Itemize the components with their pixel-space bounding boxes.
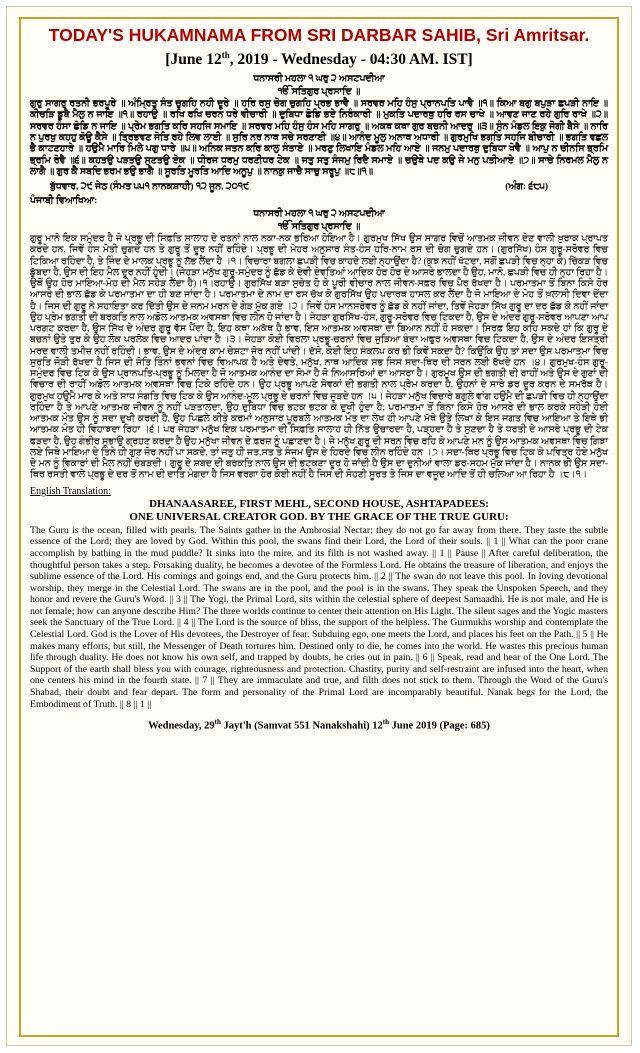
vyakhya-text: ਗੁਰੂ ਮਾਨੋ ਇਕ ਸਮੁੰਦਰ ਹੈ ਜੋ ਪ੍ਰਭੂ ਦੀ ਸਿਫ਼ਤਿ ਸਾਲਾਹ ਦੇ ਰਤਨਾਂ ਨਾਲ ਨਕਾ-ਨਕ ਭਰਿਆ ਹੋਇਆ ਹੈ। ਗੁਰਮੁਖ ਸਿੱਖ ਉਸ ਸਾਗਰ ਵਿਚੋਂ ਆਤਮਕ ਜੀਵਨ ਦੇਣ ਵਾਲੀ ਖ਼ੁਰਾਕ ਪ੍ਰਾਪਤ ਕਰਦੇ ਹਨ, ਜਿਵੇਂ ਹੰਸ ਮੋਤੀ ਚੁਗਦੇ ਹਨ ਤੇ ਗੁਰੂ ਤੋਂ ਦੂਰ ਨਹੀਂ ਰਹਿੰਦੇ। ਪ੍ਰਭੂ ਦੀ ਮੇਹਰ ਅਨੁਸਾਰ ਸੰਤ-ਹੰਸ ਹਰਿ-ਨਾਮ ਰਸ ਦੀ ਚੋਗ ਚੁਗਦੇ ਹਨ। (ਗੁਰਸਿੱਖ) ਹੰਸ ਗੁਰੂ-ਸਰੋਵਰ ਵਿਚ ਟਿਕਿਆ ਰਹਿੰਦਾ ਹੈ, ਤੇ ਜਿੰਦ ਦੇ ਮਾਲਕ ਪ੍ਰਭੂ ਨੂੰ ਲੱਭ ਲੈਂਦਾ ਹੈ ।੧। ਵਿਚਾਰਾ ਬਗਲਾ ਛਪੜੀ ਵਿਚ ਕਾਹਦੇ ਲਈ ਨ੍ਹਾਉਂਦਾ ਹੈ? (ਕੁਝ ਨਹੀਂ ਖੱਟਦਾ, ਸਗੋਂ ਛਪੜੀ ਵਿਚ ਨ੍ਹਾ ਕੇ) ਚਿੱਕੜ ਵਿਚ ਡੁੱਬਦਾ ਹੈ, ਉਸ ਦੀ ਇਹ ਮੈਲ ਦੂਰ ਨਹੀਂ ਹੁੰਦੀ। (ਜੇਹੜਾ ਮਨੁੱਖ ਗੁਰੂ-ਸਮੁੰਦਰ ਨੂੰ ਛੱਡ ਕੇ ਦੇਵੀ ਦੇਵਤਿਆਂ ਆਦਿਕ ਹੋਰ ਹੋਰ ਦੇ ਆਸਰੇ ਭਾਲਦਾ ਹੈ ਉਹ, ਮਾਨੋ, ਛਪੜੀ ਵਿਚ ਹੀ ਨ੍ਹਾ ਰਿਹਾ ਹੈ। ਉਥੋਂ ਉਹ ਹੋਰ ਮਾਇਆ-ਮੋਹ ਦੀ ਮੈਲ ਸਹੇੜ ਲੈਂਦਾ ਹੈ)।੧।ਰਹਾਉ। ਗੁਰਸਿੱਖ ਬੜਾ ਸੁਚੇਤ ਹੋ ਕੇ ਪੂਰੀ ਵੀਚਾਰ ਨਾਲ ਜੀਵਨ-ਸਫ਼ਰ ਵਿਚ ਪੈਰ ਰੱਖਦਾ ਹੈ। ਪਰਮਾਤਮਾ ਤੋਂ ਬਿਨਾ ਕਿਸੇ ਹੋਰ ਆਸਰੇ ਦੀ ਭਾਲ ਛੱਡ ਕੇ ਪਰਮਾਤਮਾ ਦਾ ਹੀ ਬਣ ਜਾਂਦਾ ਹੈ। ਪਰਮਾਤਮਾ ਦੇ ਨਾਮ ਦਾ ਰਸ ਚੱਖ ਕੇ ਗੁਰਸਿੱਖ ਉਹ ਪਦਾਰਥ ਹਾਸਲ ਕਰ ਲੈਂਦਾ ਹੈ ਜੋ ਮਾਇਆ ਦੇ ਮੋਹ ਤੋਂ ਖ਼ਲਾਸੀ ਦਿਵਾ ਦੇਂਦਾ ਹੈ। ਜਿਸ ਦੀ ਗੁਰੂ ਨੇ ਸਹਾਇਤਾ ਕਰ ਦਿੱਤੀ ਉਸ ਦੇ ਜਨਮ ਮਰਨ ਦੇ ਗੇੜ ਮੁੱਕ ਗਏ ।੨। ਜਿਵੇਂ ਹੰਸ ਮਾਨਸਰੋਵਰ ਨੂੰ ਛੱਡ ਕੇ ਨਹੀਂ ਜਾਂਦਾ, ਤਿਵੇਂ ਜੇਹੜਾ ਸਿੱਖ ਗੁਰੂ ਦਾ ਦਰ ਛੱਡ ਕੇ ਨਹੀਂ ਜਾਂਦਾ ਉਹ ਪ੍ਰੇਮ ਭਗਤੀ ਦੀ ਬਰਕਤਿ ਨਾਲ ਅਡੋਲ ਆਤਮਕ ਅਵਸਥਾ ਵਿਚ ਲੀਨ ਹੋ ਜਾਂਦਾ ਹੈ। ਜੇਹੜਾ ਗੁਰਸਿੱਖ-ਹੰਸ, ਗੁਰੂ-ਸਰੋਵਰ ਵਿਚ ਟਿਕਦਾ ਹੈ, ਉਸ ਦੇ ਅੰਦਰ ਗੁਰੂ-ਸਰੋਵਰ ਆਪਣਾ ਆਪ ਪਰਗਟ ਕਰਦਾ ਹੈ, ਉਸ ਸਿੱਖ ਦੇ ਅੰਦਰ ਗੁਰੂ ਵੱਸ ਪੈਂਦਾ ਹੈ, ਇਹ ਕਥਾ ਅਕੱਥ ਹੈ ਭਾਵ, ਇਸ ਆਤਮਕ ਅਵਸਥਾ ਦਾ ਬਿਆਨ ਨਹੀਂ ਹੋ ਸਕਦਾ। ਸਿਰਫ਼ ਇਹ ਕਹਿ ਸਕਦੇ ਹਾਂ ਕਿ ਗੁਰੂ ਦੇ ਬਚਨਾਂ ਉਤੇ ਤੁਰ ਕੇ ਉਹ ਲੋਕ ਪਰਲੋਕ ਵਿਚ ਆਦਰ ਪਾਂਦਾ ਹੈ ।੩। ਜੇਹੜਾ ਕੋਈ ਵਿਰਲਾ ਪ੍ਰਭੂ-ਚਰਨਾਂ ਵਿਚ ਜੁੜਿਆ ਬੰਦਾ ਅਫੁਰ ਅਵਸਥਾ ਵਿਚ ਟਿਕਦਾ ਹੈ, ਉਸ ਦੇ ਅੰਦਰ ਇਸਤ੍ਰੀ ਮਰਦ ਵਾਲੀ ਤਮੀਜ਼ ਨਹੀਂ ਰਹਿੰਦੀ। ਭਾਵ, ਉਸ ਦੇ ਅੰਦਰ ਕਾਮ ਚੇਸ਼ਟਾ ਜੋਰ ਨਹੀਂ ਪਾਂਦੀ। ਦੱਸੋ, ਕੋਈ ਇਹ ਸੰਕਲਪ ਕਰ ਭੀ ਕਿਵੇਂ ਸਕਦਾ ਹੈ? ਕਿਉਂਕਿ ਉਹ ਤਾਂ ਸਦਾ ਉਸ ਪਰਮਾਤਮਾ ਵਿਚ ਸੁਰਤਿ ਜੋੜੀ ਰੱਖਦਾ ਹੈ ਜਿਸ ਦੀ ਜੋਤਿ ਤਿੰਨਾਂ ਭਵਨਾਂ ਵਿਚ ਵਿਆਪਕ ਹੈ ਅਤੇ ਦੇਵਤੇ, ਮਨੁੱਖ, ਨਾਥ ਆਦਿਕ ਸਭ ਜਿਸ ਸਦਾ-ਥਿਰ ਦੀ ਸਰਨ ਲਈ ਰੱਖਦੇ ਹਨ ।੪। ਗੁਰਮੁਖ-ਹੰਸ ਗੁਰੂ-ਸਮੁੰਦਰ ਵਿਚ ਟਿਕ ਕੇ ਉਸ ਪ੍ਰਾਨਪਤਿ-ਪ੍ਰਭੂ ਨੂੰ ਮਿਲਦਾ ਹੈ ਜੋ ਆਤਮਕ ਆਨੰਦ ਦਾ ਸੋਮਾ ਹੈ ਜੋ ਨਿਆਸਰਿਆਂ ਦਾ ਆਸਰਾ ਹੈ। ਗੁਰਮੁਖ ਉਸ ਦੀ ਭਗਤੀ ਦੀ ਰਾਹੀਂ ਅਤੇ ਉਸ ਦੇ ਗੁਣਾਂ ਦੀ ਵਿਚਾਰ ਦੀ ਰਾਹੀਂ ਅਡੋਲ ਆਤਮਕ ਅਵਸਥਾ ਵਿਚ ਟਿਕੇ ਰਹਿੰਦੇ ਹਨ। ਉਹ ਪ੍ਰਭੂ ਆਪਣੇ ਸੇਵਕਾਂ ਦੀ ਭਗਤੀ ਨਾਲ ਪ੍ਰੇਮ ਕਰਦਾ ਹੈ, ਉਹਨਾਂ ਦੇ ਸਾਰੇ ਡਰ ਦੂਰ ਕਰਨ ਦੇ ਸਮਰੱਥ ਹੈ। ਗੁਰਮੁਖ ਹਉਮੈ ਮਾਰ ਕੇ ਅਤੇ ਸਾਧ ਸੰਗਤਿ ਵਿਚ ਟਿਕ ਕੇ ਉਸ ਆਨੰਦ-ਮੂਲ ਪ੍ਰਭੂ ਦੇ ਚਰਨਾਂ ਵਿਚ ਜੁੜਦੇ ਹਨ ।੫। ਜੇਹੜਾ ਮਨੁੱਖ ਵਿਚਾਰੇ ਬਗੁਲੇ ਵਾਂਗ ਹਉਮੈ ਦੀ ਛਪੜੀ ਵਿਚ ਹੀ ਨ੍ਹਾਉਂਦਾ ਰਹਿੰਦਾ ਹੈ ਤੇ ਆਪਣੇ ਆਤਮਕ ਜੀਵਨ ਨੂੰ ਨਹੀਂ ਪੜਤਾਲਦਾ, ਉਹ ਦੁਬਿਧਾ ਵਿਚ ਭਟਕ ਭਟਕ ਕੇ ਦੁਖੀ ਹੁੰਦਾ ਹੈ; ਪਰਮਾਤਮਾ ਤੋਂ ਬਿਨਾ ਕਿਸੇ ਹੋਰ ਆਸਰੇ ਦੀ ਭਾਲ ਕਰਕੇ ਸਹੇੜੀ ਹੋਈ ਆਤਮਕ ਮੌਤ ਉਸ ਨੂੰ ਸਦਾ ਦੁਖੀ ਕਰਦੀ ਹੈ, ਉਹ ਪਿਛਲੇ ਕੀਤੇ ਕਰਮਾਂ ਅਨੁਸਾਰ ਪੂਰਬਲੇ ਆਤਮਕ ਮੌਤ ਦਾ ਲੇਖ ਹੀ ਆਪਣੇ ਮੱਥੇ ਉਤੇ ਲਿਖਾ ਕੇ ਇਸ ਜਗਤ ਵਿਚ ਆਇਆ ਤੇ ਇਥੇ ਭੀ ਆਤਮਕ ਮੌਤ ਹੀ ਵਿਹਾਝਦਾ ਰਿਹਾ ।੬। ਪਰ ਜੇਹੜਾ ਮਨੁੱਖ ਇਕ ਪਰਮਾਤਮਾ ਦੀ ਸਿਫ਼ਤਿ ਸਾਲਾਹ ਹੀ ਨਿੱਤ ਉਚਾਰਦਾ ਹੈ, ਪੜ੍ਹਦਾ ਹੈ ਤੇ ਸੁਣਦਾ ਹੈ ਤੇ ਧਰਤੀ ਦੇ ਆਸਰੇ ਪ੍ਰਭੂ ਦੀ ਟੇਕ ਫੜਦਾ ਹੈ, ਉਹ ਗੰਭੀਰ ਸੁਭਾਉ ਗ੍ਰਹਣ ਕਰਦਾ ਹੈ ਉਹ ਮਨੁੱਖਾ ਜੀਵਨ ਦੇ ਫ਼ਰਜ਼ ਨੂੰ ਪਛਾਣਦਾ ਹੈ। ਜੇ ਮਨੁੱਖ ਗੁਰੂ ਦੀ ਸਰਨ ਵਿਚ ਰਹਿ ਕੇ ਆਪਣੇ ਮਨ ਨੂੰ ਉਸ ਆਤਮਕ ਅਵਸਥਾ ਵਿਚ ਗਿਝਾ ਲਏ ਜਿਥੇ ਮਾਇਆ ਦੇ ਤਿੰਨੇ ਹੀ ਗੁਣ ਜ਼ੋਰ ਨਹੀਂ ਪਾ ਸਕਦੇ, ਤਾਂ ਜਤੁ ਹੀ ਜਤ,ਸਤ ਤੇ ਸੰਜਮ ਉਸ ਦੇ ਹਿਰਦੇ ਵਿਚ ਲੀਨ ਰਹਿੰਦੇ ਹਨ ।੭। ਸਦਾ-ਥਿਰ ਪ੍ਰਭੂ ਵਿਚ ਟਿਕ ਕੇ ਪਵਿਤ੍ਰ ਹੋਏ ਮਨੁੱਖ ਦੇ ਮਨ ਨੂੰ ਵਿਕਾਰਾਂ ਦੀ ਮੈਲ ਨਹੀਂ ਚੰਬੜਦੀ। ਗੁਰੂ ਦੇ ਸ਼ਬਦ ਦੀ ਬਰਕਤਿ ਨਾਲ ਉਸ ਦੀ ਭਟਕਣਾ ਦੂਰ ਹੋ ਜਾਂਦੀ ਹੈ ਉਸ ਦਾ ਦੁਨੀਆਂ ਵਾਲਾ ਡਰ-ਸਹਮ ਮੁੱਕ ਜਾਂਦਾ ਹੈ। ਨਾਨਕ ਭੀ ਉਸ ਸਦਾ-ਥਿਰ ਰਸਤੀ ਵਾਲੇ ਪ੍ਰਭੂ ਦੇ ਦਰ ਤੋਂ ਨਾਮ ਦੀ ਦਾਤਿ ਮੰਗਦਾ ਹੈ ਜਿਸ ਵਰਗਾ ਹੋਰ ਕੋਈ ਨਹੀਂ ਹੈ ਜਿਸ ਦੀ ਸੋਹਣੀ ਸੂਰਤ ਤੇ ਜਿਸ ਦਾ ਵਜੂਦ ਆਦਿ ਤੋਂ ਹੀ ਚਲਿਆ ਆ ਰਿਹਾ ਹੈ ।੮।੧। [30,234,608,481]
raag-heading: ਧਨਾਸਰੀ ਮਹਲਾ ੧ ਘਰੁ ੨ ਅਸਟਪਦੀਆ [253,74,385,85]
gurmukhi-date-line [30,181,608,192]
date-sup: th [221,50,230,60]
english-label: English Translation: [30,485,111,497]
footer-mid: Jayt'h (Samvat 551 Nanakshahi) 12 [220,720,383,732]
gurbani-text: ਗੁਰੁ ਸਾਗਰੁ ਰਤਨੀ ਭਰਪੂਰੇ ॥ ਅੰਮ੍ਰਿਤੁ ਸੰਤ ਚੁਗਹਿ ਨਹੀ ਦੂਰੇ ॥ ਹਰਿ ਰਸੁ ਚੋਗ ਚੁਗਹਿ ਪ੍ਰਭ ਭਾਵੈ ॥ ਸਰਵਰ ਮਹਿ ਹੰਸੁ ਪ੍ਰਾਨਪਤਿ ਪਾਵੈ ॥੧॥ ਕਿਆ ਬਗੁ ਬਪੁੜਾ ਛਪੜੀ ਨਾਇ ॥ ਕੀਚੜਿ ਡੂਬੈ ਮੈਲੁ ਨ ਜਾਇ ॥੧॥ ਰਹਾਉ ॥ ਰਖਿ ਰਖਿ ਚਰਨ ਧਰੇ ਵੀਚਾਰੀ ॥ ਦੁਬਿਧਾ ਛੋਡਿ ਭਏ ਨਿਰੰਕਾਰੀ ॥ ਮੁਕਤਿ ਪਦਾਰਥੁ ਹਰਿ ਰਸ ਚਾਖੇ ॥ ਆਵਣ ਜਾਣ ਰਹੇ ਗੁਰਿ ਰਾਖੇ ॥੨॥ ਸਰਵਰ ਹੰਸਾ ਛੋਡਿ ਨ ਜਾਇ ॥ ਪ੍ਰੇਮ ਭਗਤਿ ਕਰਿ ਸਹਜਿ ਸਮਾਇ ॥ ਸਰਵਰ ਮਹਿ ਹੰਸੁ ਹੰਸ ਮਹਿ ਸਾਗਰੁ ॥ ਅਕਥ ਕਥਾ ਗੁਰ ਬਚਨੀ ਆਦਰੁ ॥੩॥ ਸੁੰਨ ਮੰਡਲ ਇਕੁ ਜੋਗੀ ਬੈਸੇ ॥ ਨਾਰਿ ਨ ਪੁਰਖੁ ਕਹਹੁ ਕੋਊ ਕੈਸੇ ॥ ਤ੍ਰਿਭਵਣ ਜੋਤਿ ਰਹੇ ਲਿਵ ਲਾਈ ॥ ਸੁਰਿ ਨਰ ਨਾਥ ਸਚੇ ਸਰਣਾਈ ॥੪॥ ਆਨੰਦ ਮੂਲੁ ਅਨਾਥ ਅਧਾਰੀ ॥ ਗੁਰਮੁਖਿ ਭਗਤਿ ਸਹਜਿ ਬੀਚਾਰੀ ॥ ਭਗਤਿ ਵਛਲ ਭੈ ਕਾਟਣਹਾਰੇ ॥ ਹਉਮੈ ਮਾਰਿ ਮਿਲੇ ਪਗੁ ਧਾਰੇ ॥੫॥ ਅਨਿਕ ਜਤਨ ਕਰਿ ਕਾਲੁ ਸੰਤਾਏ ॥ ਮਰਣੁ ਲਿਖਾਇ ਮੰਡਲ ਮਹਿ ਆਏ ॥ ਜਨਮੁ ਪਦਾਰਥੁ ਦੁਬਿਧਾ ਖੋਵੈ ॥ ਆਪੁ ਨ ਚੀਨਸਿ ਭ੍ਰਮਿ ਭ੍ਰਮਿ ਰੋਵੈ ॥੬॥ ਕਹਤਉ ਪੜਤਉ ਸੁਣਤਉ ਏਕ ॥ ਧੀਰਜ ਧਰਮੁ ਧਰਣੀਧਰ ਟੇਕ ॥ ਜਤੁ ਸਤੁ ਸੰਜਮੁ ਰਿਦੈ ਸਮਾਏ ॥ ਚਉਥੇ ਪਦ ਕਉ ਜੇ ਮਨੁ ਪਤੀਆਏ ॥੭॥ ਸਾਚੇ ਨਿਰਮਲ ਮੈਲੁ ਨ ਲਾਗੈ ॥ ਗੁਰ ਕੈ ਸਬਦਿ ਭਰਮ ਭਉ ਭਾਗੈ ॥ ਸੂਰਤਿ ਮੂਰਤਿ ਆਦਿ ਅਨੂਪੁ ॥ ਨਾਨਕੁ ਜਾਚੈ ਸਾਚੁ ਸਰੂਪੁ ॥੮॥੧॥ [30,99,608,177]
vyakhya-raag-heading: ਧਨਾਸਰੀ ਮਹਲਾ ੧ ਘਰੁ ੨ ਅਸਟਪਦੀਆ [253,209,385,220]
footer-pre: Wednesday, 29 [148,720,215,732]
ang-number: (ਅੰਗ: ੬੮੫) [505,182,548,193]
vyakhya-mangal-heading: ੴ ਸਤਿਗੁਰ ਪ੍ਰਸਾਦਿ ॥ [277,222,361,233]
gurmukhi-date: ਬੁੱਧਵਾਰ, ੨੯ ਜੇਠ (ਸੰਮਤ ੫੫੧ ਨਾਨਕਸ਼ਾਹੀ) ੧੨ ਜੂਨ, ੨੦੧੯ [50,182,250,193]
english-text: The Guru is the ocean, filled with pearls. The Saints gather in the Ambrosial Nectar; they do not go far away from there. They taste the subtle essence of the Lord; they are loved by God. Within this pool, the swans find their Lord, the Lord of their souls. || 1 || What can the poor crane accomplish by bathing in the mud puddle? It sinks into the mire, and its filth is not washed away. || 1 || Pause || After careful deliberation, the thoughtful person takes a step. Forsaking duality, he becomes a devotee of the Formless Lord. He obtains the treasure of liberation, and enjoys the sublime essence of the Lord. His comings and goings end, and the Guru protects him. || 2 || The swan do not leave this pool. In loving devotional worship, they merge in the Celestial Lord. The swans are in the pool, and the pool is in the swans. They speak the Unspoken Speech, and they honor and revere the Guru's Word. || 3 || The Yogi, the Primal Lord, sits within the celestial sphere of deepest Samaadhi. He is not male, and He is not female; how can anyone describe Him? The three worlds continue to center their attention on His Light. The silent sages and the Yogic masters seek the Sanctuary of the True Lord. || 4 || The Lord is the source of bliss, the support of the helpless. The Gurmukhs worship and contemplate the Celestial Lord. God is the Lover of His devotees, the Destroyer of fear. Subduing ego, one meets the Lord, and places his feet on the Path. || 5 || He makes many efforts, but still, the Messenger of Death tortures him. Destined only to die, he comes into the world. He wastes this precious human life through duality. He does not know his own self, and trapped by doubts, he cries out in pain. || 6 || Speak, read and hear of the One Lord. The Support of the earth shall bless you with courage, righteousness and protection. Chastity, purity and self-restraint are infused into the heart, when one centers his mind in the fourth state. || 7 || They are immaculate and true, and filth does not stick to them. Through the Word of the Guru's Shabad, their doubt and fear depart. The form and personality of the Primal Lord are incomparably beautiful. Nanak begs for the Lord, the Embodiment of Truth. || 8 || 1 || [30,524,608,710]
page-date [30,46,608,69]
english-heading-2: ONE UNIVERSAL CREATOR GOD. BY THE GRACE OF THE TRUE GURU: [129,510,509,523]
date-pre: [June 12 [165,51,222,69]
footer-date [30,718,608,732]
footer-post: June 2019 (Page: 685) [389,720,490,732]
vyakhya-label: ਪੰਜਾਬੀ ਵਿਆਖਿਆ: [30,196,98,207]
footer-sup-2: th [382,718,389,727]
footer-sup-1: th [214,718,221,727]
date-post: , 2019 - Wednesday - 04:30 AM. IST] [229,51,473,69]
page-title: TODAY'S HUKAMNAMA FROM SRI DARBAR SAHIB, Sri Amritsar. [48,25,590,45]
english-heading-1: DHANAASAREE, FIRST MEHL, SECOND HOUSE, ASHTAPADEES: [149,497,489,510]
bordered-content [19,17,619,1037]
mangal-heading: ੴ ਸਤਿਗੁਰ ਪ੍ਰਸਾਦਿ ॥ [277,87,361,98]
page-frame [6,6,632,1046]
